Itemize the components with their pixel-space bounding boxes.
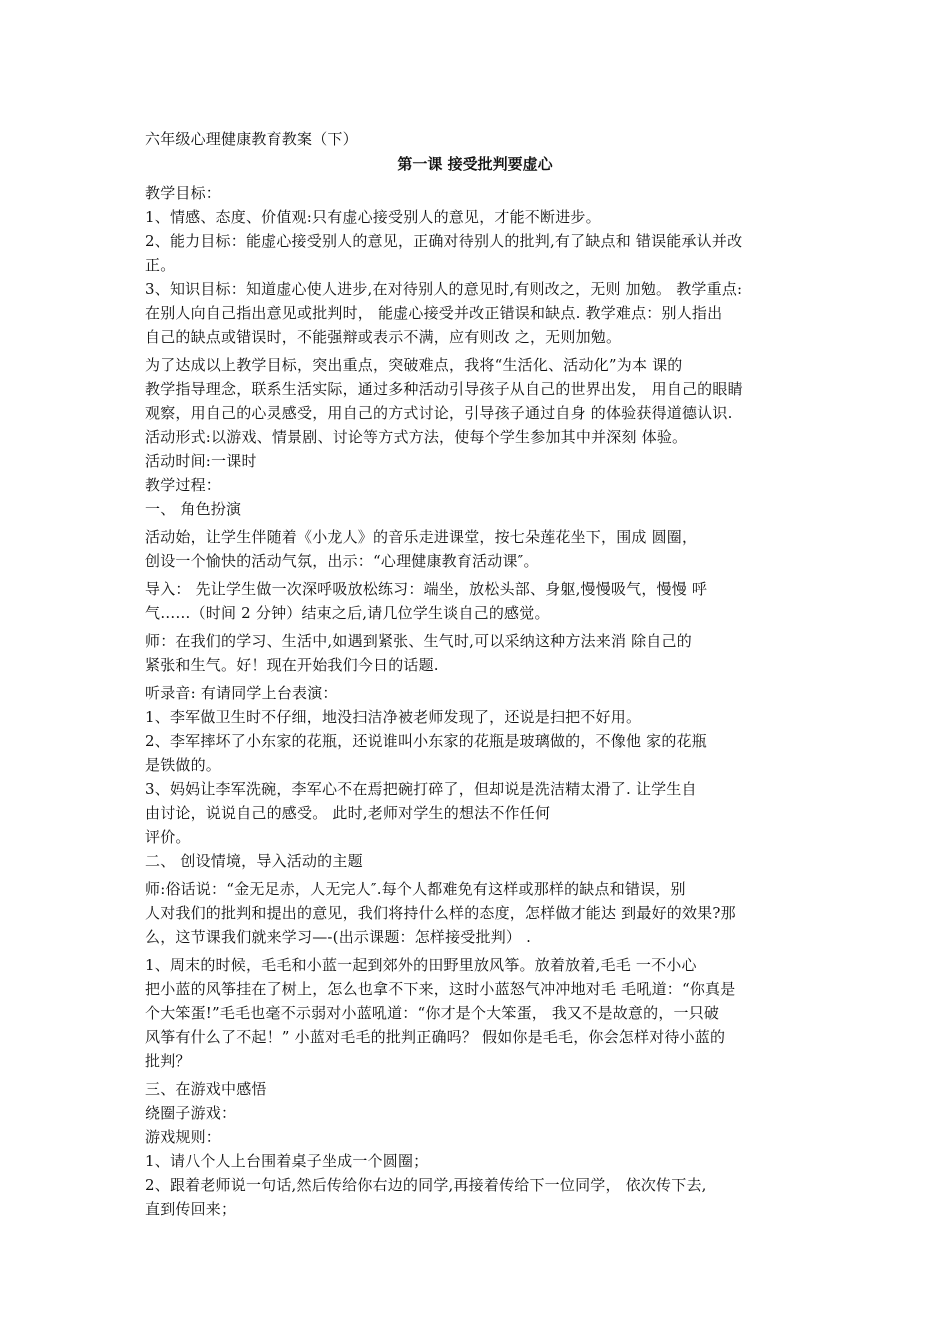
document-header: 六年级心理健康教育教案（下） xyxy=(145,130,358,148)
body-line: 2、李军摔坏了小东家的花瓶，还说谁叫小东家的花瓶是玻璃做的，不像他 家的花瓶 xyxy=(145,732,707,750)
body-line: 直到传回来； xyxy=(145,1200,237,1218)
body-line: 教学目标： xyxy=(145,184,222,202)
body-line: 为了达成以上教学目标，突出重点，突破难点，我将“生活化、活动化”为本 课的 xyxy=(145,356,683,374)
body-line: 创设一个愉快的活动气氛，出示：“心理健康教育活动课″。 xyxy=(145,552,539,570)
body-line: 评价。 xyxy=(145,828,191,846)
body-line: 2、跟着老师说一句话,然后传给你右边的同学,再接着传给下一位同学， 依次传下去, xyxy=(145,1176,707,1194)
lesson-title: 第一课 接受批判要虚心 xyxy=(397,155,553,173)
body-line: 由讨论，说说自己的感受。 此时,老师对学生的想法不作任何 xyxy=(145,804,551,822)
body-line: 正。 xyxy=(145,256,176,274)
body-line: 批判？ xyxy=(145,1052,191,1070)
body-line: 绕圈子游戏： xyxy=(145,1104,237,1122)
body-line: 师:俗话说：“金无足赤，人无完人″.每个人都难免有这样或那样的缺点和错误，别 xyxy=(145,880,686,898)
body-line: 个大笨蛋!”毛毛也毫不示弱对小蓝吼道：“你才是个大笨蛋， 我又不是故意的，一只破 xyxy=(145,1004,720,1022)
body-line: 紧张和生气。好！现在开始我们今日的话题. xyxy=(145,656,439,674)
body-line: 3、妈妈让李军洗碗，李军心不在焉把碗打碎了，但却说是洗洁精太滑了. 让学生自 xyxy=(145,780,697,798)
body-line: 1、周末的时候，毛毛和小蓝一起到郊外的田野里放风筝。放着放着,毛毛 一不小心 xyxy=(145,956,697,974)
body-line: 么，这节课我们就来学习—-(出示课题：怎样接受批判） . xyxy=(145,928,532,946)
body-line: 1、李军做卫生时不仔细，地没扫洁净被老师发现了，还说是扫把不好用。 xyxy=(145,708,642,726)
body-line: 教学指导理念，联系生活实际，通过多种活动引导孩子从自己的世界出发， 用自己的眼睛 xyxy=(145,380,743,398)
body-line: 气……（时间 2 分钟）结束之后,请几位学生谈自己的感觉。 xyxy=(145,604,550,622)
body-line: 1、请八个人上台围着桌子坐成一个圆圈； xyxy=(145,1152,429,1170)
body-line: 3、知识目标：知道虚心使人进步,在对待别人的意见时,有则改之，无则 加勉。 教学重点: xyxy=(145,280,743,298)
body-line: 教学过程： xyxy=(145,476,222,494)
body-line: 1、情感、态度、价值观:只有虚心接受别人的意见，才能不断进步。 xyxy=(145,208,601,226)
body-line: 游戏规则： xyxy=(145,1128,222,1146)
body-line: 导入： 先让学生做一次深呼吸放松练习：端坐，放松头部、身躯,慢慢吸气，慢慢 呼 xyxy=(145,580,708,598)
body-line: 2、能力目标：能虚心接受别人的意见，正确对待别人的批判,有了缺点和 错误能承认并改 xyxy=(145,232,743,250)
body-line: 师：在我们的学习、生活中,如遇到紧张、生气时,可以采纳这种方法来消 除自己的 xyxy=(145,632,692,650)
body-line: 风筝有什么了不起！” 小蓝对毛毛的批判正确吗？ 假如你是毛毛，你会怎样对待小蓝的 xyxy=(145,1028,726,1046)
body-line: 听录音: 有请同学上台表演： xyxy=(145,684,338,702)
body-line: 活动始，让学生伴随着《小龙人》的音乐走进课堂，按七朵莲花坐下，围成 圆圈， xyxy=(145,528,698,546)
body-line: 人对我们的批判和提出的意见，我们将持什么样的态度，怎样做才能达 到最好的效果?那 xyxy=(145,904,736,922)
body-line: 自己的缺点或错误时，不能强辩或表示不满，应有则改 之，无则加勉。 xyxy=(145,328,622,346)
body-line: 活动形式:以游戏、情景剧、讨论等方式方法，使每个学生参加其中并深刻 体验。 xyxy=(145,428,688,446)
body-line: 活动时间:一课时 xyxy=(145,452,257,470)
body-line: 一、 角色扮演 xyxy=(145,500,242,518)
body-line: 把小蓝的风筝挂在了树上，怎么也拿不下来，这时小蓝怒气冲冲地对毛 毛吼道：“你真是 xyxy=(145,980,736,998)
body-line: 在别人向自己指出意见或批判时， 能虚心接受并改正错误和缺点. 教学难点：别人指出 xyxy=(145,304,723,322)
body-line: 三、在游戏中感悟 xyxy=(145,1080,267,1098)
body-line: 二、 创设情境，导入活动的主题 xyxy=(145,852,363,870)
body-line: 观察，用自己的心灵感受，用自己的方式讨论，引导孩子通过自身 的体验获得道德认识. xyxy=(145,404,733,422)
body-line: 是铁做的。 xyxy=(145,756,222,774)
